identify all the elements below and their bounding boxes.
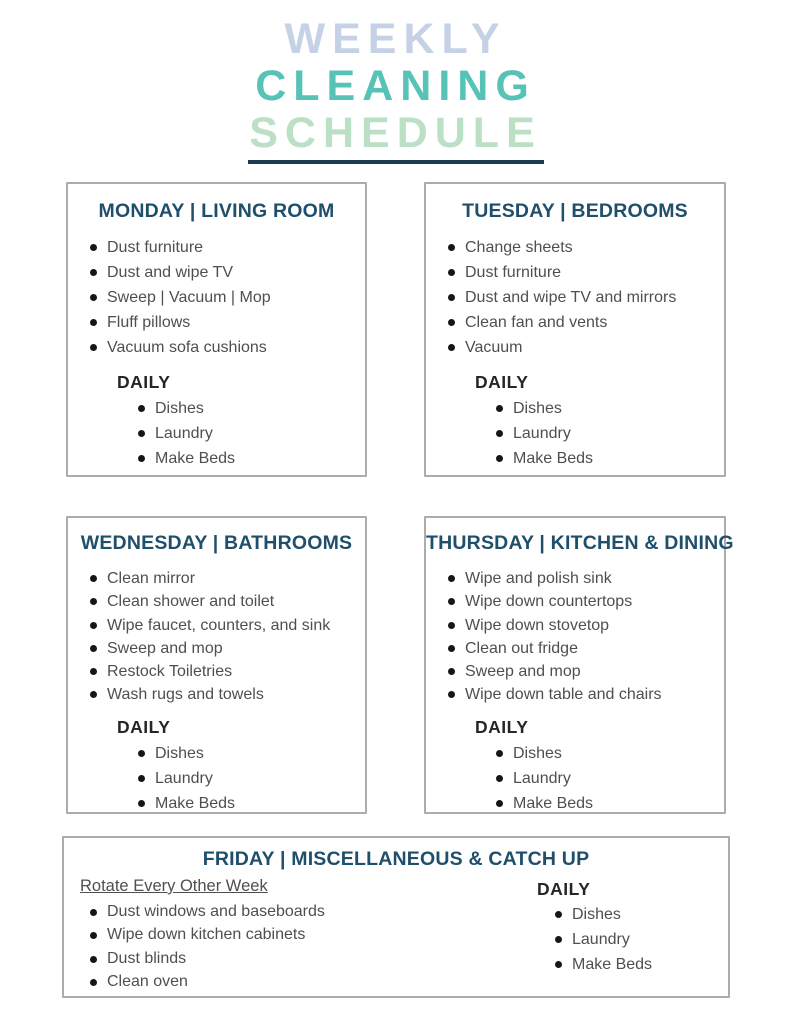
daily-label: DAILY <box>475 372 529 392</box>
task-item: Wipe down stovetop <box>448 614 724 637</box>
task-item: Dishes <box>138 396 365 421</box>
day-card-monday <box>66 182 367 477</box>
task-item: Restock Toiletries <box>90 660 365 683</box>
task-item: Clean shower and toilet <box>90 590 365 613</box>
task-item: Sweep and mop <box>448 660 724 683</box>
task-item: Clean oven <box>90 970 325 993</box>
task-item: Dust windows and baseboards <box>90 900 325 923</box>
task-item: Make Beds <box>496 446 724 471</box>
task-item: Vacuum <box>448 335 724 360</box>
title-line-weekly: WEEKLY <box>284 15 507 63</box>
daily-label: DAILY <box>117 372 171 392</box>
task-item: Wipe and polish sink <box>448 567 724 590</box>
daily-task-list <box>426 741 724 816</box>
task-item: Dust and wipe TV and mirrors <box>448 285 724 310</box>
day-card-header: WEDNESDAY | BATHROOMS <box>80 532 353 554</box>
task-item: Change sheets <box>448 235 724 260</box>
title-line-schedule: SCHEDULE <box>249 109 542 157</box>
task-item: Laundry <box>496 421 724 446</box>
task-item: Dishes <box>496 396 724 421</box>
task-item: Wipe down table and chairs <box>448 683 724 706</box>
day-card-tuesday <box>424 182 726 477</box>
task-item: Laundry <box>138 766 365 791</box>
daily-label: DAILY <box>117 716 171 737</box>
task-list <box>426 567 724 707</box>
day-card-friday <box>62 836 730 998</box>
task-item: Wipe down kitchen cabinets <box>90 923 325 946</box>
task-item: Wipe faucet, counters, and sink <box>90 614 365 637</box>
day-card-header: TUESDAY | BEDROOMS <box>462 200 688 222</box>
task-item: Make Beds <box>496 791 724 816</box>
task-list <box>68 235 365 360</box>
task-item: Dishes <box>496 741 724 766</box>
day-card-header: FRIDAY | MISCELLANEOUS & CATCH UP <box>202 848 590 870</box>
task-item: Dust and wipe TV <box>90 260 365 285</box>
page-title <box>0 16 791 164</box>
title-underline <box>248 160 544 164</box>
friday-rotate-section <box>80 877 325 993</box>
day-card-header: THURSDAY | KITCHEN & DINING <box>426 532 734 554</box>
task-item: Make Beds <box>555 952 652 977</box>
task-item: Laundry <box>138 421 365 446</box>
task-item: Laundry <box>555 927 652 952</box>
task-item: Dust furniture <box>90 235 365 260</box>
friday-daily-section <box>489 879 652 977</box>
task-item: Dust blinds <box>90 947 325 970</box>
task-item: Wipe down countertops <box>448 590 724 613</box>
rotate-label: Rotate Every Other Week <box>80 877 268 895</box>
task-item: Fluff pillows <box>90 310 365 335</box>
daily-task-list <box>68 741 365 816</box>
task-item: Clean out fridge <box>448 637 724 660</box>
task-list <box>426 235 724 360</box>
task-list <box>80 900 325 993</box>
day-card-thursday <box>424 516 734 814</box>
task-item: Laundry <box>496 766 724 791</box>
task-item: Sweep | Vacuum | Mop <box>90 285 365 310</box>
daily-task-list <box>68 396 365 471</box>
task-item: Dishes <box>555 902 652 927</box>
task-item: Dust furniture <box>448 260 724 285</box>
task-item: Wash rugs and towels <box>90 683 365 706</box>
task-list <box>68 567 365 707</box>
task-item: Make Beds <box>138 791 365 816</box>
task-item: Dishes <box>138 741 365 766</box>
daily-task-list <box>489 902 652 977</box>
task-item: Clean fan and vents <box>448 310 724 335</box>
task-item: Clean mirror <box>90 567 365 590</box>
day-card-wednesday <box>66 516 367 814</box>
task-item: Sweep and mop <box>90 637 365 660</box>
day-card-header: MONDAY | LIVING ROOM <box>98 200 335 222</box>
daily-label: DAILY <box>537 879 591 899</box>
title-line-cleaning: CLEANING <box>255 62 536 110</box>
task-item: Make Beds <box>138 446 365 471</box>
daily-task-list <box>426 396 724 471</box>
task-item: Vacuum sofa cushions <box>90 335 365 360</box>
daily-label: DAILY <box>475 716 529 737</box>
